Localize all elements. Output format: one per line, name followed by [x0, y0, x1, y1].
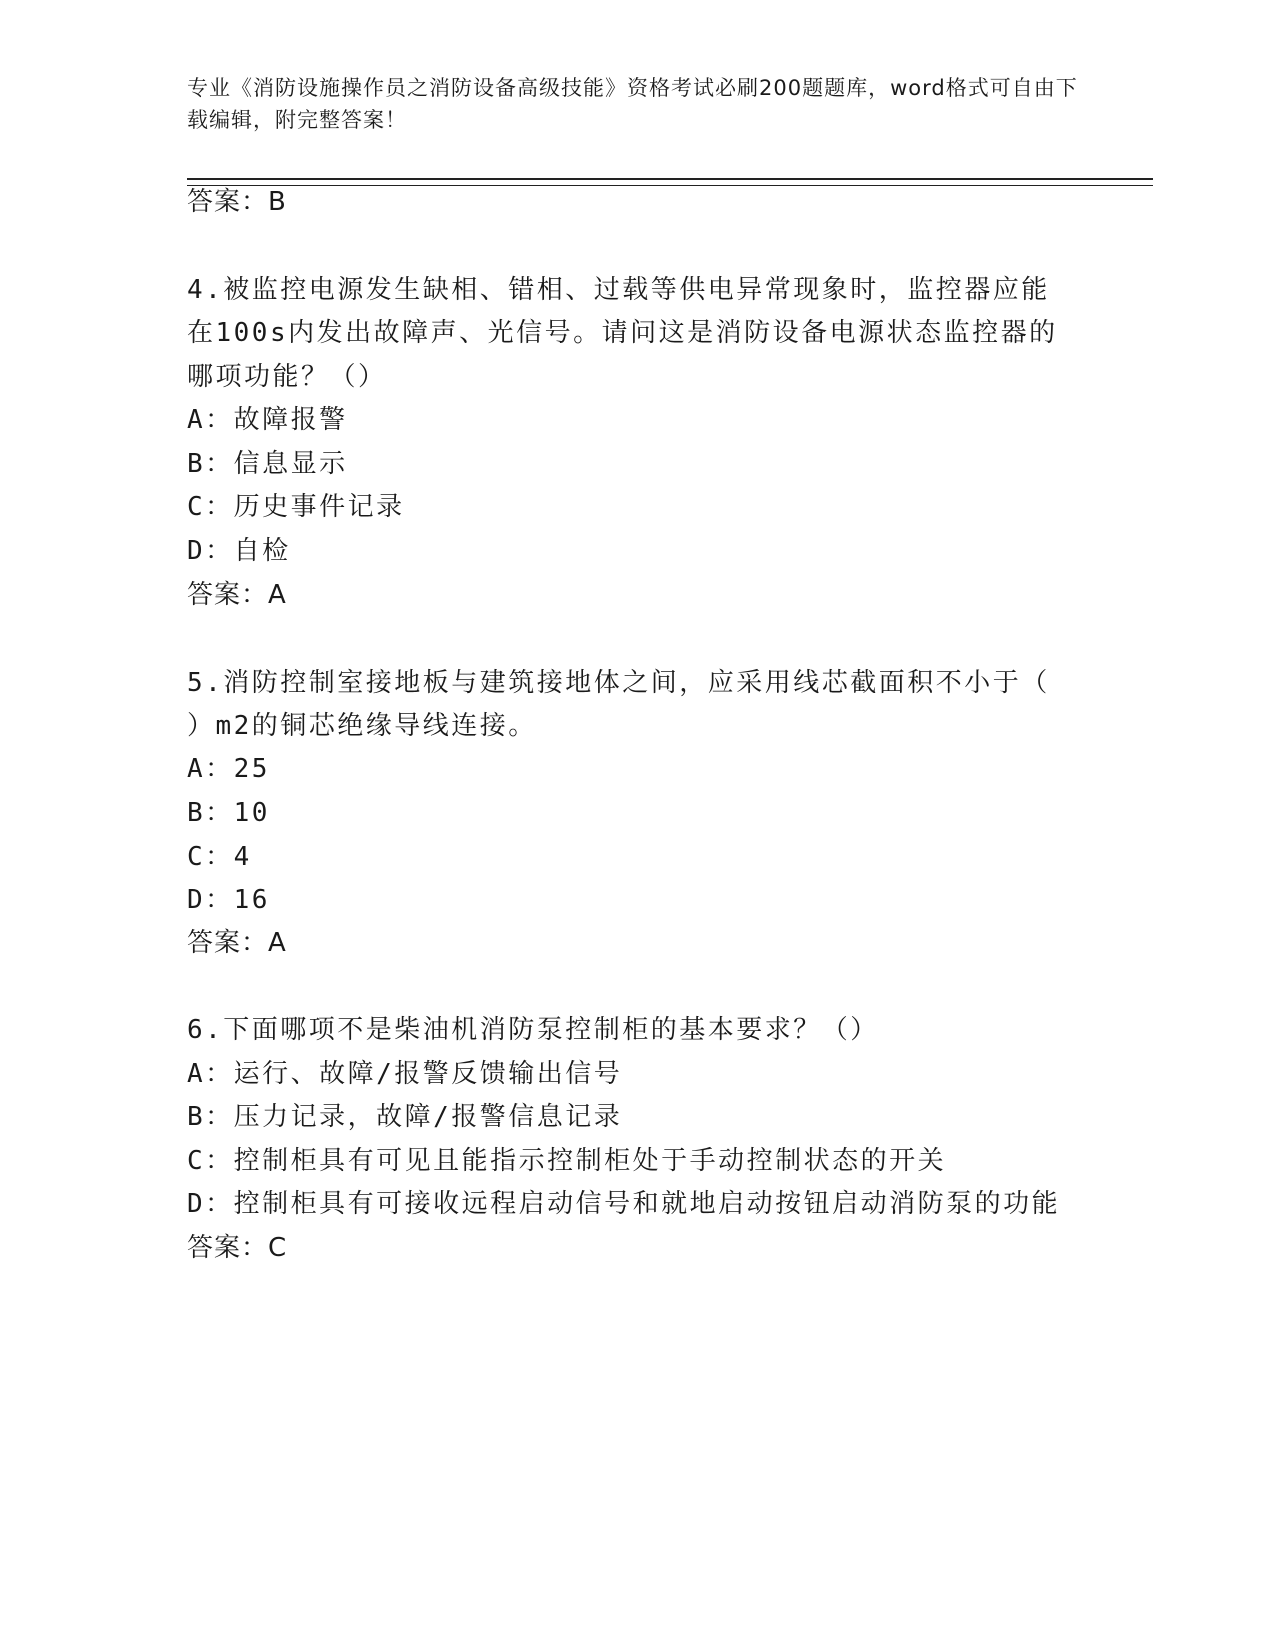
question-4-stem-line-3: 哪项功能？（）: [187, 362, 387, 392]
page-header: 专业《消防设施操作员之消防设备高级技能》资格考试必刷200题题库，word格式可自由下载编辑，附完整答案！: [187, 76, 1078, 132]
question-4-option-a: A：故障报警: [187, 405, 348, 435]
question-6-answer: 答案：C: [187, 1233, 288, 1263]
question-5-stem-line-1: 5.消防控制室接地板与建筑接地体之间，应采用线芯截面积不小于（: [187, 668, 1050, 698]
header-divider: [187, 178, 1153, 186]
question-4-option-c: C：历史事件记录: [187, 492, 405, 522]
question-4-option-d: D：自检: [187, 536, 291, 566]
question-6-option-a: A：运行、故障/报警反馈输出信号: [187, 1059, 623, 1089]
question-4-stem-line-2: 在100s内发出故障声、光信号。请问这是消防设备电源状态监控器的: [187, 318, 1058, 348]
question-5-option-a: A：25: [187, 754, 270, 784]
question-5-option-b: B：10: [187, 798, 270, 828]
question-5-option-c: C：4: [187, 842, 252, 872]
question-4-stem-line-1: 4.被监控电源发生缺相、错相、过载等供电异常现象时，监控器应能: [187, 275, 1050, 305]
answer-previous: 答案：B: [187, 187, 287, 217]
question-6-option-d: D：控制柜具有可接收远程启动信号和就地启动按钮启动消防泵的功能: [187, 1189, 1061, 1219]
question-5-option-d: D：16: [187, 885, 270, 915]
question-6-stem-line-1: 6.下面哪项不是柴油机消防泵控制柜的基本要求？（）: [187, 1015, 879, 1045]
question-6-option-b: B：压力记录，故障/报警信息记录: [187, 1102, 623, 1132]
question-4-option-b: B：信息显示: [187, 449, 348, 479]
question-5-stem-line-2: ）m2的铜芯绝缘导线连接。: [187, 711, 537, 741]
question-6-option-c: C：控制柜具有可见且能指示控制柜处于手动控制状态的开关: [187, 1146, 947, 1176]
question-5-answer: 答案：A: [187, 928, 287, 958]
question-4-answer: 答案：A: [187, 580, 287, 610]
